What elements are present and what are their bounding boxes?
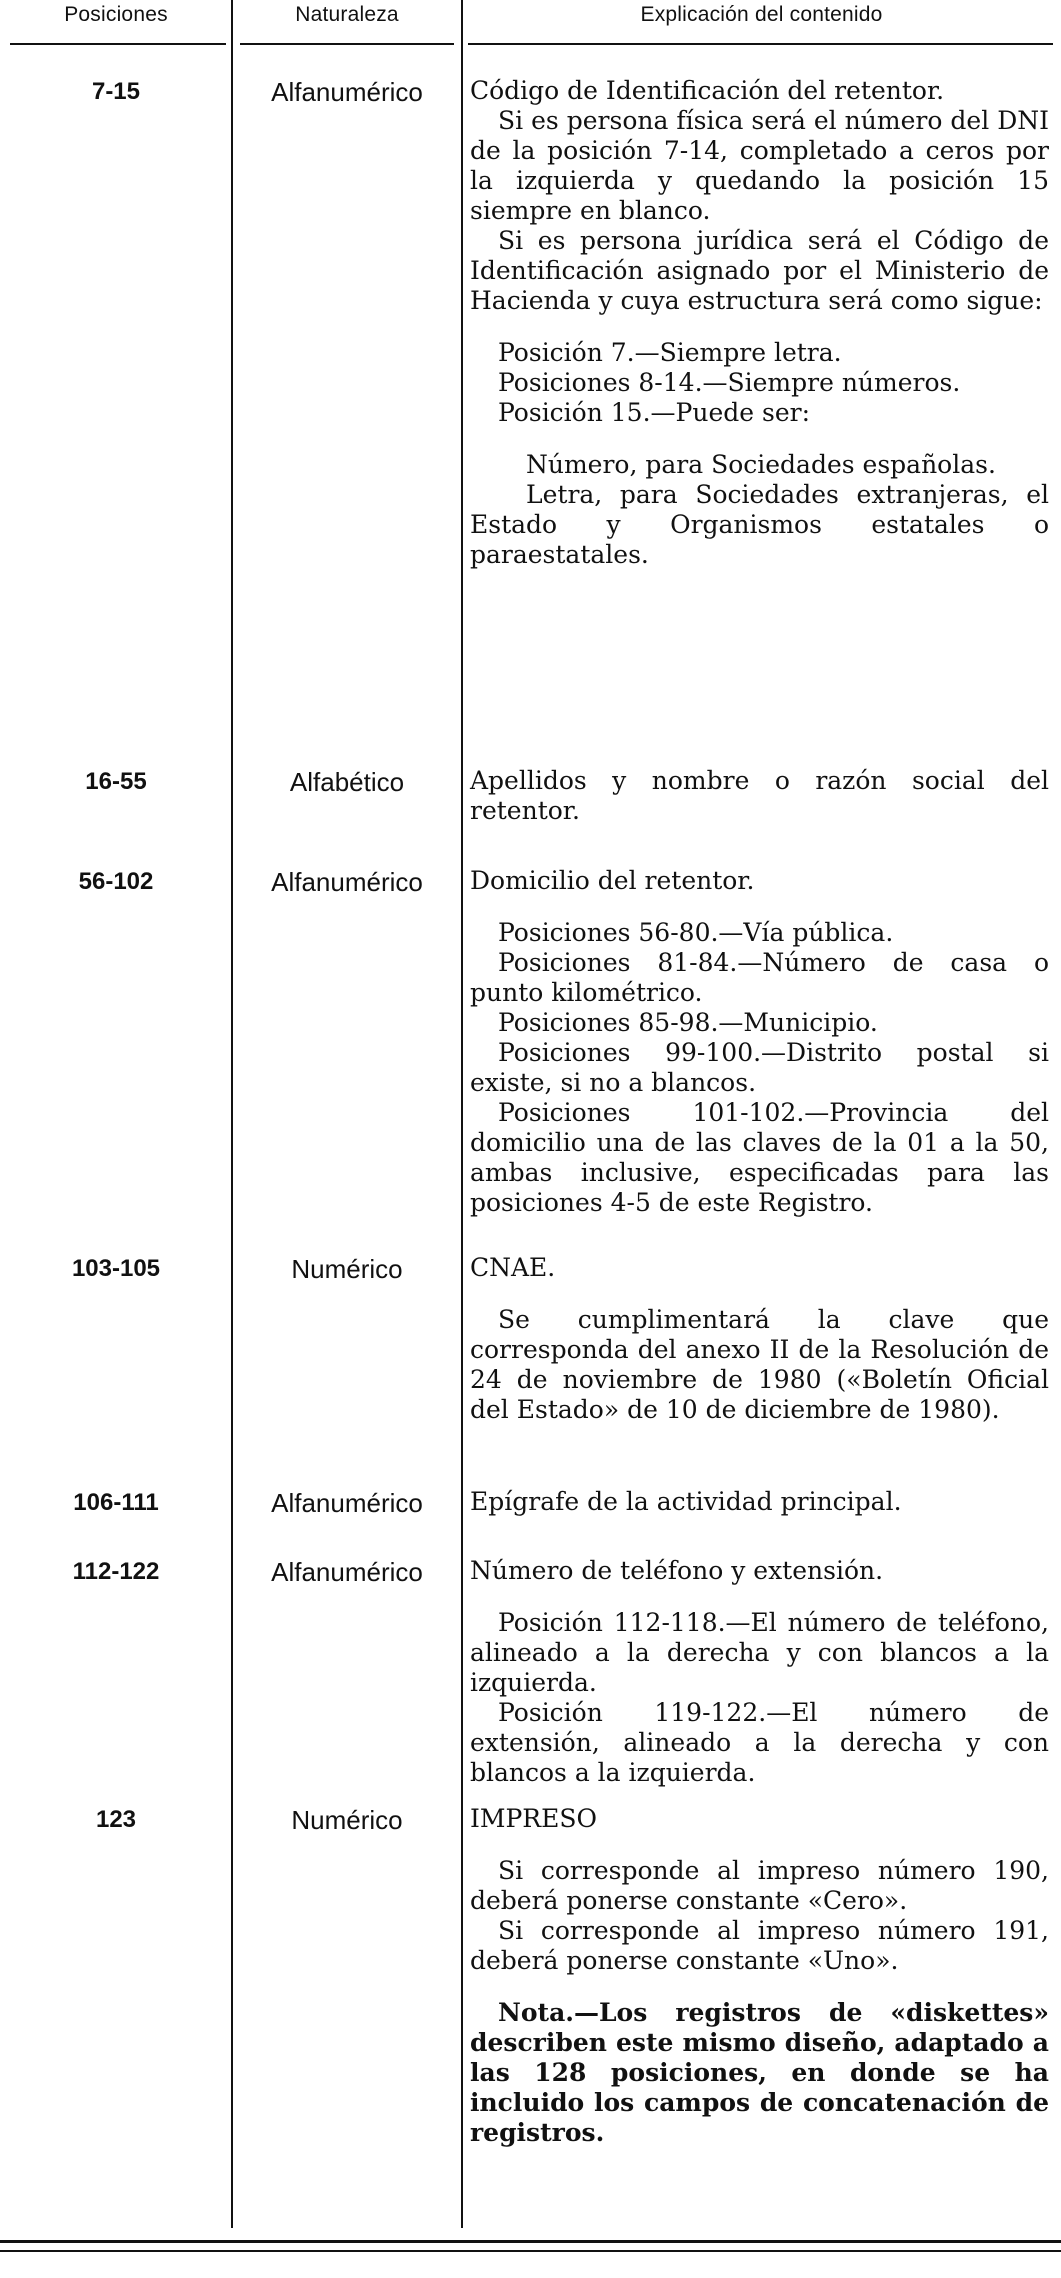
row-paragraph: Posiciones 56-80.—Vía pública. — [498, 918, 894, 947]
row-positions: 123 — [95, 1806, 137, 1833]
row-paragraph: Posición 7.—Siempre letra. — [498, 338, 842, 367]
row-title: Número de teléfono y extensión. — [470, 1556, 884, 1585]
row-paragraph: Número, para Sociedades españolas. — [526, 450, 996, 479]
row-paragraph: Posiciones 99-100.—Distrito postal si existe, si no a blancos. — [470, 1038, 1049, 1097]
row-title: IMPRESO — [470, 1804, 597, 1833]
header-nature: Naturaleza — [295, 3, 399, 26]
row-paragraph: Si corresponde al impreso número 190, deberá ponerse constante «Cero». — [470, 1856, 1049, 1915]
row-nature: Alfabético — [289, 767, 405, 797]
row-paragraph: Posiciones 8-14.—Siempre números. — [498, 368, 961, 397]
column-divider-2 — [461, 0, 463, 2228]
row-paragraph: Letra, para Sociedades extranjeras, el Estado y Organismos estatales o paraestatales. — [470, 480, 1049, 569]
bottom-rule — [0, 2240, 1061, 2243]
row-nature: Numérico — [291, 1254, 403, 1284]
header-positions: Posiciones — [64, 3, 168, 26]
header-underline-nature — [240, 43, 454, 45]
row-paragraph: Si es persona jurídica será el Código de Identificación asignado por el Ministerio de Hacienda y cuya estructura será como sigue: — [470, 226, 1049, 315]
header-underline-explanation — [468, 43, 1053, 45]
row-paragraph: Posiciones 85-98.—Municipio. — [498, 1008, 878, 1037]
row-paragraph: Posición 119-122.—El número de extensión, alineado a la derecha y con blancos a la izquierda. — [470, 1698, 1049, 1787]
row-explanation — [470, 1556, 1049, 1788]
row-positions: 112-122 — [72, 1558, 160, 1585]
row-title: Código de Identificación del retentor. — [470, 76, 945, 105]
row-paragraph: Posiciones 101-102.—Provincia del domicilio una de las claves de la 01 a la 50, ambas inclusive, especificadas para las posiciones 4-5 de este Registro. — [470, 1098, 1049, 1217]
header-underline-positions — [10, 43, 226, 45]
row-paragraph: Si es persona física será el número del DNI de la posición 7-14, completado a ceros por la izquierda y quedando la posición 15 siempre en blanco. — [470, 106, 1049, 225]
row-title: CNAE. — [470, 1253, 556, 1282]
row-positions: 56-102 — [78, 868, 154, 895]
row-title: Domicilio del retentor. — [470, 866, 755, 895]
row-paragraph: Posición 112-118.—El número de teléfono, alineado a la derecha y con blancos a la izquierda. — [470, 1608, 1049, 1697]
row-positions: 106-111 — [73, 1489, 159, 1516]
column-divider-1 — [231, 0, 233, 2228]
row-explanation — [470, 1253, 1049, 1425]
row-explanation — [470, 1487, 1049, 1517]
row-nature: Alfanumérico — [271, 867, 423, 897]
bottom-rule — [0, 2250, 1061, 2252]
row-paragraph: Se cumplimentará la clave que corresponda del anexo II de la Resolución de 24 de noviembre de 1980 («Boletín Oficial del Estado» de 10 de diciembre de 1980). — [470, 1305, 1049, 1424]
row-title: Apellidos y nombre o razón social del retentor. — [470, 766, 1049, 825]
row-positions: 7-15 — [91, 78, 141, 105]
row-nature: Alfanumérico — [271, 1488, 423, 1518]
header-explanation: Explicación del contenido — [640, 3, 883, 26]
row-title: Epígrafe de la actividad principal. — [470, 1487, 902, 1516]
row-positions: 16-55 — [85, 768, 147, 795]
row-nature: Alfanumérico — [271, 1557, 423, 1587]
row-paragraph: Posiciones 81-84.—Número de casa o punto kilométrico. — [470, 948, 1049, 1007]
row-nature: Alfanumérico — [271, 77, 423, 107]
row-explanation — [470, 76, 1049, 570]
row-explanation — [470, 866, 1049, 1218]
row-paragraph: Si corresponde al impreso número 191, deberá ponerse constante «Uno». — [470, 1916, 1049, 1975]
row-positions: 103-105 — [71, 1255, 161, 1282]
row-explanation — [470, 1804, 1049, 2148]
row-nature: Numérico — [291, 1805, 403, 1835]
row-note: Nota.—Los registros de «diskettes» describen este mismo diseño, adaptado a las 128 posiciones, en donde se ha incluido los campos de concatenación de registros. — [470, 1998, 1049, 2147]
row-explanation — [470, 766, 1049, 826]
row-paragraph: Posición 15.—Puede ser: — [498, 398, 810, 427]
